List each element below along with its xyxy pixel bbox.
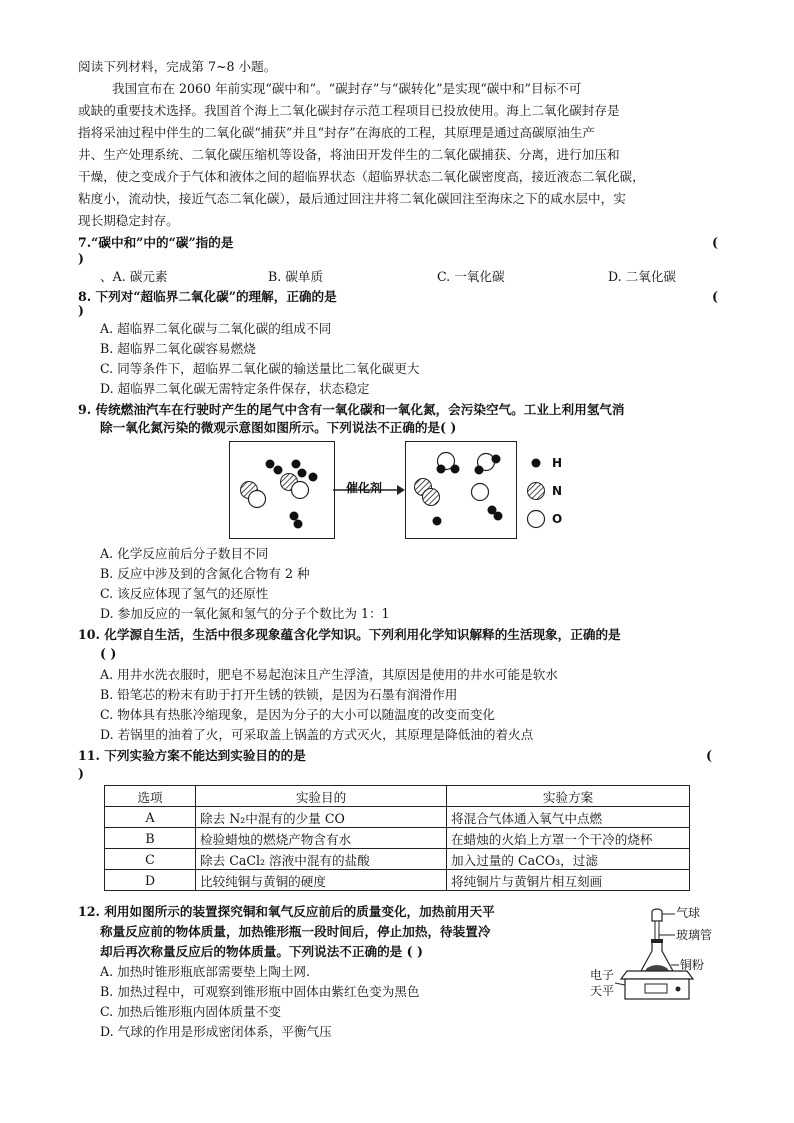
table-cell: 加入过量的 CaCO₃，过滤	[447, 849, 690, 870]
table-cell: C	[105, 849, 196, 870]
product-molecules	[406, 442, 516, 538]
glass-tube-label: 玻璃管	[676, 928, 713, 942]
oxygen-atom-icon	[528, 511, 545, 528]
q10-option-d: D. 若锅里的油着了火，可采取盖上锅盖的方式灭火，其原理是降低油的着火点	[100, 727, 534, 742]
question-12-stem: 却后再次称量反应后的物体质量。下列说法不正确的是 ( )	[100, 944, 423, 959]
table-cell: 将纯铜片与黄铜片相互刻画	[447, 870, 690, 891]
nitrogen-atom-icon	[528, 483, 545, 500]
question-10-stem: 10. 化学源自生活，生活中很多现象蕴含化学知识。下列利用化学知识解释的生活现象，正确的是	[78, 627, 621, 642]
table-cell: 将混合气体通入氧气中点燃	[447, 807, 690, 828]
table-header: 实验目的	[196, 786, 447, 807]
hydrogen-atom-icon	[532, 459, 541, 468]
intro-line: 粘度小，流动快，接近气态二氧化碳），最后通过回注井将二氧化碳回注至海床之下的咸水层中，实	[78, 191, 626, 206]
legend-symbols	[524, 455, 548, 531]
answer-paren: ( )	[100, 646, 117, 661]
q12-option-a: A. 加热时锥形瓶底部需要垫上陶土网.	[100, 964, 311, 979]
q10-option-c: C. 物体具有热胀冷缩现象，是因为分子的大小可以随温度的改变而变化	[100, 707, 496, 722]
table-header-row	[105, 786, 690, 807]
balloon-label: 气球	[676, 906, 701, 920]
table-row	[105, 807, 690, 828]
q12-option-b: B. 加热过程中，可观察到锥形瓶中固体由紫红色变为黑色	[100, 984, 420, 999]
table-header: 选项	[105, 786, 196, 807]
answer-paren-open: (	[712, 289, 718, 304]
answer-paren-open: (	[712, 235, 718, 250]
q8-option-b: B. 超临界二氧化碳容易燃烧	[100, 341, 256, 356]
products-box	[405, 441, 517, 539]
q12-option-d: D. 气球的作用是形成密闭体系，平衡气压	[100, 1024, 332, 1039]
table-header: 实验方案	[447, 786, 690, 807]
experiment-table	[104, 785, 690, 891]
table-cell: D	[105, 870, 196, 891]
table-row	[105, 828, 690, 849]
question-8-stem: 8. 下列对“超临界二氧化碳”的理解，正确的是	[78, 289, 337, 304]
answer-paren-close: )	[78, 303, 84, 318]
table-cell: 除去 N₂中混有的少量 CO	[196, 807, 447, 828]
question-9-stem: 9. 传统燃油汽车在行驶时产生的尾气中含有一氧化碳和一氧化氮，会污染空气。工业上利用氢气消	[78, 402, 625, 417]
table-cell: 检验蜡烛的燃烧产物含有水	[196, 828, 447, 849]
reading-heading: 阅读下列材料，完成第 7~8 小题。	[78, 59, 277, 74]
q10-option-a: A. 用井水洗衣服时，肥皂不易起泡沫且产生浮渣，其原因是使用的井水可能是软水	[100, 667, 558, 682]
balloon-icon	[652, 909, 662, 921]
intro-line: 我国宣布在 2060 年前实现“碳中和”。“碳封存”与“碳转化”是实现“碳中和”目标不可	[112, 81, 582, 96]
intro-line: 或缺的重要技术选择。我国首个海上二氧化碳封存示范工程项目已投放使用。海上二氧化碳封存是	[78, 103, 620, 118]
q8-option-c: C. 同等条件下，超临界二氧化碳的输送量比二氧化碳更大	[100, 361, 420, 376]
answer-paren-open: (	[706, 748, 712, 763]
q9-option-b: B. 反应中涉及到的含氮化合物有 2 种	[100, 566, 310, 581]
question-12-stem: 称量反应前的物体质量，加热锥形瓶一段时间后，停止加热，待装置冷	[100, 924, 491, 939]
balance-label: 电子	[590, 968, 615, 982]
balance-label: 天平	[590, 984, 615, 998]
q9-option-a: A. 化学反应前后分子数目不同	[100, 546, 269, 561]
table-row	[105, 870, 690, 891]
answer-paren-close: )	[78, 251, 84, 266]
question-9-stem: 除一氧化氮污染的微观示意图如图所示。下列说法不正确的是( )	[100, 420, 457, 435]
intro-line: 井、生产处理系统、二氧化碳压缩机等设备，将油田开发伴生的二氧化碳捕获、分离，进行加压和	[78, 147, 620, 162]
q7-option-b: B. 碳单质	[268, 269, 324, 284]
question-7-stem: 7.“碳中和”中的“碳”指的是	[78, 235, 234, 250]
intro-line: 现长期稳定封存。	[78, 213, 179, 228]
table-cell: 在蜡烛的火焰上方罩一个干冷的烧杯	[447, 828, 690, 849]
q12-option-c: C. 加热后锥形瓶内固体质量不变	[100, 1004, 281, 1019]
legend-h: H	[552, 456, 563, 470]
table-cell: 比较纯铜与黄铜的硬度	[196, 870, 447, 891]
q7-option-d: D. 二氧化碳	[608, 269, 677, 284]
catalyst-label: 催化剂	[346, 481, 383, 495]
q9-option-c: C. 该反应体现了氢气的还原性	[100, 586, 269, 601]
table-row	[105, 849, 690, 870]
table-cell: 除去 CaCl₂ 溶液中混有的盐酸	[196, 849, 447, 870]
copper-powder-label: 铜粉	[680, 958, 705, 972]
table-cell: A	[105, 807, 196, 828]
q10-option-b: B. 铅笔芯的粉末有助于打开生锈的铁锁，是因为石墨有润滑作用	[100, 687, 458, 702]
question-12-stem: 12. 利用如图所示的装置探究铜和氧气反应前后的质量变化，加热前用天平	[78, 904, 495, 919]
legend-o: O	[552, 512, 563, 526]
legend-n: N	[552, 484, 563, 498]
q9-option-d: D. 参加反应的一氧化氮和氢气的分子个数比为 1：1	[100, 606, 390, 621]
table-cell: B	[105, 828, 196, 849]
intro-line: 指将采油过程中伴生的二氧化碳“捕获”并且“封存”在海底的工程，其原理是通过高碳原油生产	[78, 125, 595, 140]
q8-option-a: A. 超临界二氧化碳与二氧化碳的组成不同	[100, 321, 332, 336]
answer-paren-close: )	[78, 766, 84, 781]
q7-option-a: 、A. 碳元素	[100, 269, 168, 284]
question-11-stem: 11. 下列实验方案不能达到实验目的的是	[78, 748, 306, 763]
q7-option-c: C. 一氧化碳	[437, 269, 505, 284]
reactant-molecules	[230, 442, 334, 538]
q8-option-d: D. 超临界二氧化碳无需特定条件保存，状态稳定	[100, 381, 370, 396]
intro-line: 干燥，使之变成介于气体和液体之间的超临界状态（超临界状态二氧化碳密度高，接近液态二氧化碳，	[78, 169, 645, 184]
reactants-box	[229, 441, 335, 539]
